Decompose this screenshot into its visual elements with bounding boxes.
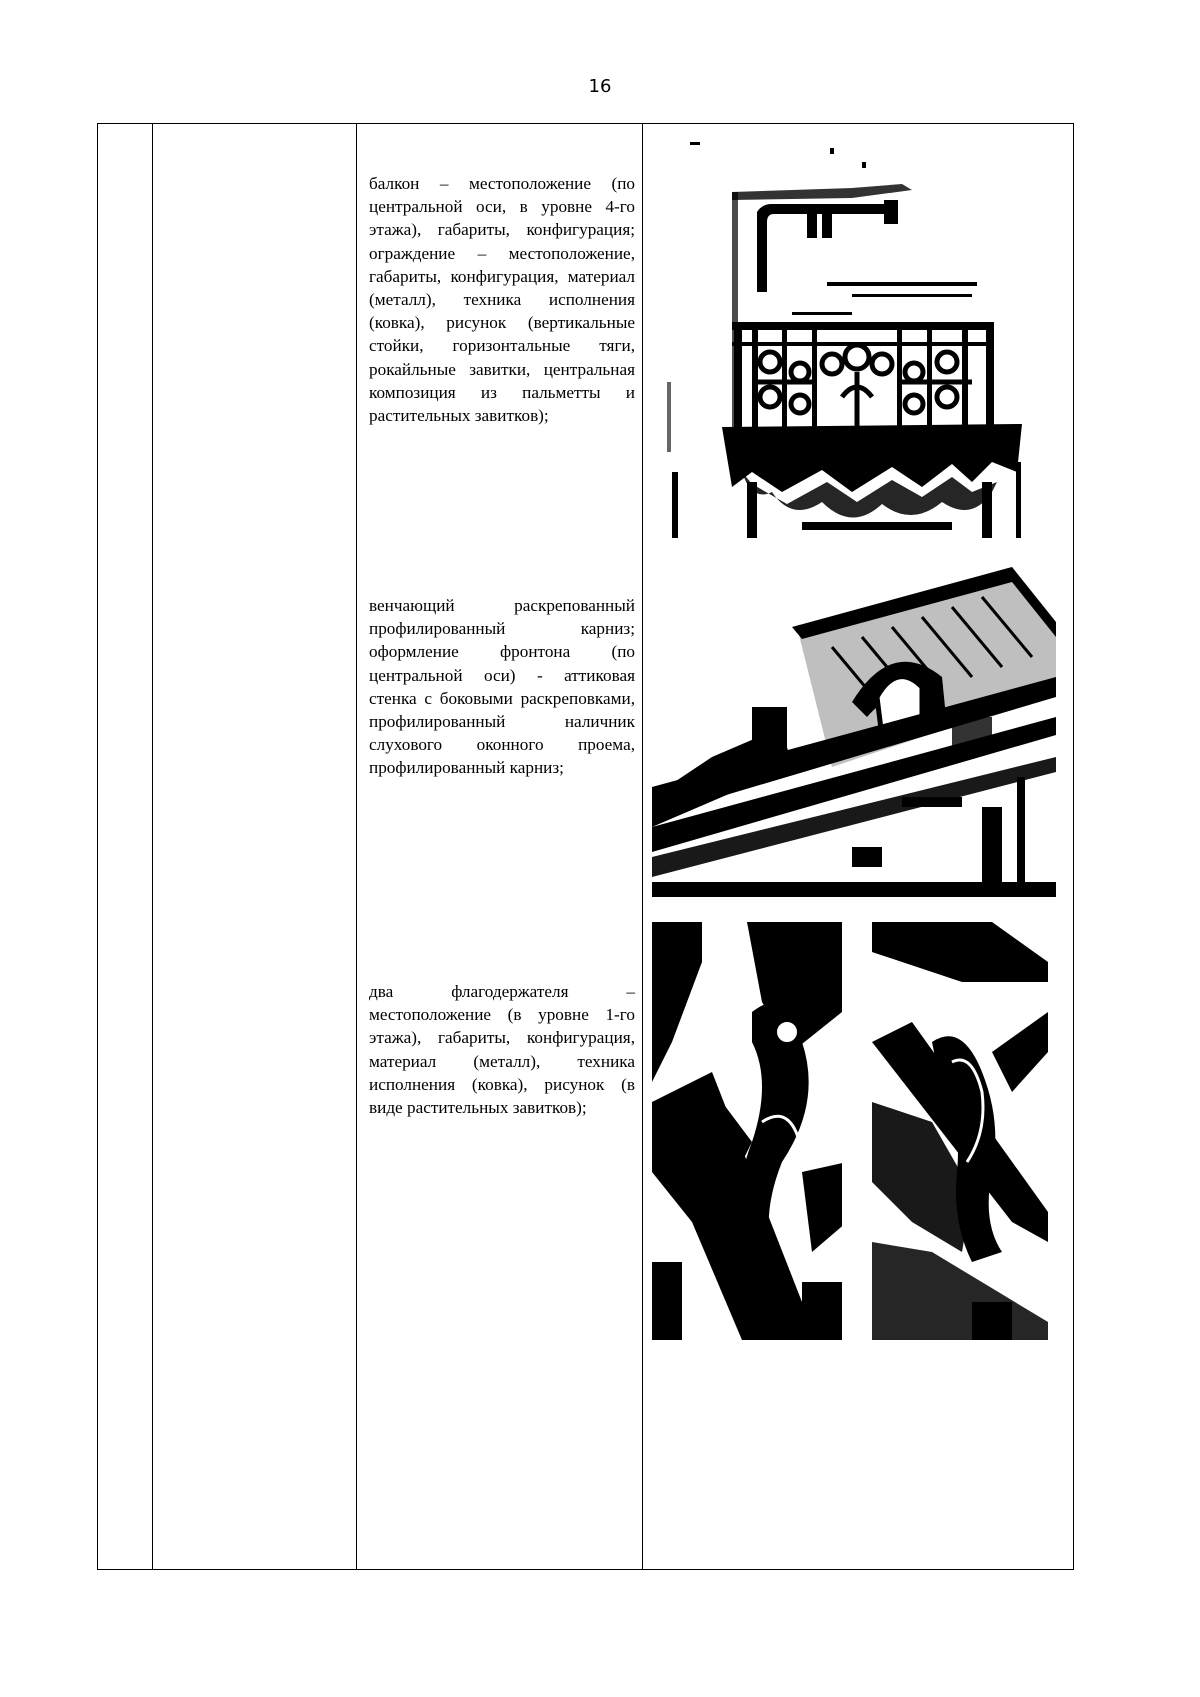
pediment-description-text: венчающий раскрепованный профилированный карниз; оформление фронтона (по центральной оси) - аттиковая стенка с боковыми раскреповками, профилированный наличник слухового оконного проема, профилированный карниз; <box>369 596 635 778</box>
column-divider-3 <box>642 124 643 1569</box>
flag-holders-description-text: два флагодержателя – местоположение (в уровне 1-го этажа), габариты, конфигурация, материал (металл), техника исполнения (ковка), рисунок (в виде растительных завитков); <box>369 982 635 1118</box>
pediment-photo <box>652 567 1056 897</box>
balcony-photo <box>652 142 1042 538</box>
balcony-description <box>369 172 635 427</box>
flag-holders-description <box>369 980 635 1119</box>
column-divider-1 <box>152 124 153 1569</box>
pediment-description <box>369 594 635 780</box>
balcony-description-text: балкон – местоположение (по центральной оси, в уровне 4-го этажа), габариты, конфигурация; ограждение – местоположение, габариты, конфигурация, материал (металл), техника исполнения (ковка), рисунок (вертикальные стойки, горизонтальные тяги, рокайльные завитки, центральная композиция из пальметты и растительных завитков); <box>369 174 635 426</box>
page-number: 16 <box>588 76 612 97</box>
column-divider-2 <box>356 124 357 1569</box>
flag-holders-photo <box>652 922 1048 1340</box>
